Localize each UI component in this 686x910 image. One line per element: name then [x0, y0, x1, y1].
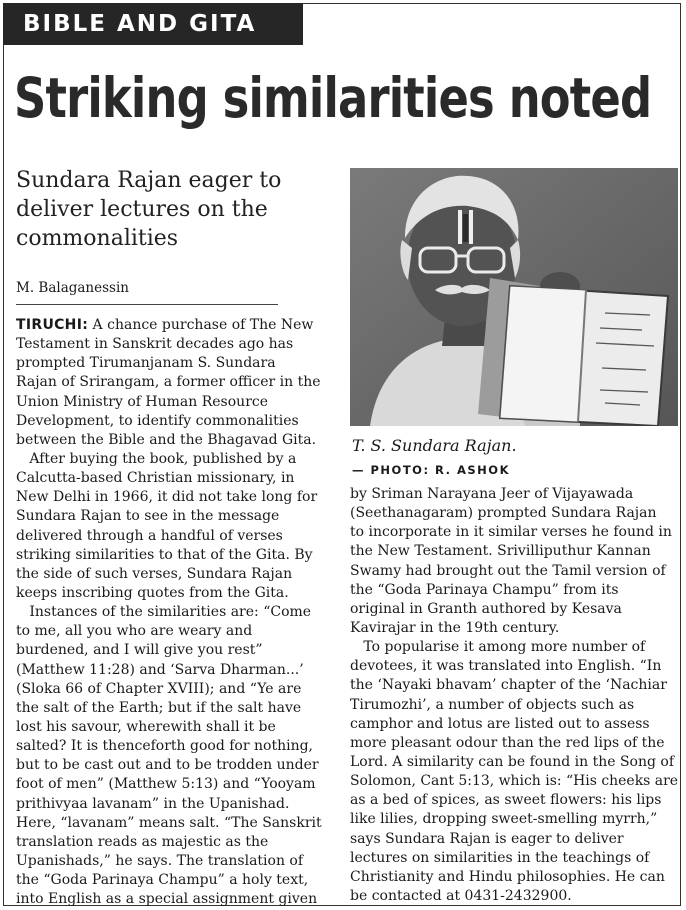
body-line: New Delhi in 1966, it did not take long for: [16, 489, 318, 506]
body-line: striking similarities to that of the Gita. By: [16, 546, 313, 563]
section-banner: BIBLE AND GITA: [3, 3, 303, 45]
body-line: After buying the book, published by a: [16, 450, 297, 467]
body-line: Swamy had brought out the Tamil version of: [350, 562, 666, 579]
body-line: lectures on similarities in the teachings of: [350, 849, 650, 866]
dateline: TIRUCHI:: [16, 317, 89, 333]
body-line: (Matthew 11:28) and ‘Sarva Dharman...’: [16, 661, 304, 678]
body-line: devotees, it was translated into English. “In: [350, 658, 662, 675]
body-line: like lilies, dropping sweet-smelling myrrh,”: [350, 811, 658, 828]
photo-illustration: [350, 168, 678, 426]
body-line: Solomon, Cant 5:13, which is: “His cheeks are: [350, 773, 678, 790]
body-line: translation reads as majestic as the: [16, 833, 269, 850]
body-line: between the Bible and the Bhagavad Gita.: [16, 431, 317, 448]
photo: [350, 168, 678, 426]
body-line: Rajan of Srirangam, a former officer in the: [16, 374, 321, 391]
body-text: A chance purchase of The New: [88, 317, 314, 333]
body-line: salted? It is thenceforth good for nothing,: [16, 738, 314, 755]
body-line: more pleasant odour than the red lips of the: [350, 734, 665, 751]
body-line: the “Goda Parinaya Champu” a holy text,: [16, 872, 309, 889]
body-line: Upanishads,” he says. The translation of: [16, 852, 304, 869]
body-line: Lord. A similarity can be found in the Song of: [350, 753, 675, 770]
body-line: (Seethanagaram) prompted Sundara Rajan: [350, 505, 657, 522]
body-line: the ‘Nayaki bhavam’ chapter of the ‘Nachiar: [350, 677, 667, 694]
body-line: prithivyaa lavanam” in the Upanishad.: [16, 795, 290, 812]
body-line: says Sundara Rajan is eager to deliver: [350, 830, 624, 847]
photo-caption-name: T. S. Sundara Rajan.: [352, 436, 517, 455]
body-line: Calcutta-based Christian missionary, in: [16, 470, 295, 487]
body-line: prompted Tirumanjanam S. Sundara: [16, 355, 276, 372]
body-line: Kavirajar in the 19th century.: [350, 619, 560, 636]
body-line: but to be cast out and to be trodden under: [16, 757, 319, 774]
body-line: [16, 316, 331, 335]
body-line: the New Testament. Srivilliputhur Kannan: [350, 543, 651, 560]
body-line: be contacted at 0431-2432900.: [350, 887, 572, 904]
body-column-1: [16, 316, 331, 909]
body-line: Christianity and Hindu philosophies. He can: [350, 868, 665, 885]
body-line: lost his savour, wherewith shall it be: [16, 718, 276, 735]
headline: Striking similarities noted: [14, 66, 652, 130]
byline-rule: [16, 304, 278, 305]
body-line: (Sloka 66 of Chapter XVIII); and “Ye are: [16, 680, 302, 697]
body-line: by Sriman Narayana Jeer of Vijayawada: [350, 486, 634, 502]
body-line: delivered through a handful of verses: [16, 527, 283, 544]
deck: [16, 166, 316, 253]
body-line: the side of such verses, Sundara Rajan: [16, 565, 293, 582]
body-line: Instances of the similarities are: “Come: [16, 604, 312, 621]
body-line: into English as a special assignment given: [16, 891, 318, 908]
body-line: To popularise it among more number of: [350, 639, 646, 656]
body-line: to incorporate in it similar verses he found in: [350, 524, 672, 541]
body-column-2: [350, 485, 678, 906]
deck-line: Sundara Rajan eager to: [16, 168, 282, 193]
body-line: Union Ministry of Human Resource: [16, 393, 269, 410]
body-line: Development, to identify commonalities: [16, 412, 299, 429]
body-line: the salt of the Earth; but if the salt have: [16, 699, 302, 716]
body-line: Here, “lavanam” means salt. “The Sanskrit: [16, 814, 322, 831]
body-line: camphor and lotus are listed out to assess: [350, 715, 650, 732]
body-line: burdened, and I will give you rest”: [16, 642, 263, 659]
body-line: as a bed of spices, as sweet flowers: his lips: [350, 792, 662, 809]
body-line: Testament in Sanskrit decades ago has: [16, 336, 294, 353]
body-line: to me, all you who are weary and: [16, 623, 253, 640]
body-line: keeps inscribing quotes from the Gita.: [16, 584, 289, 601]
photo-caption-credit: — PHOTO: R. ASHOK: [352, 463, 510, 477]
body-line: the “Goda Parinaya Champu” from its: [350, 581, 619, 598]
body-line: original in Granth authored by Kesava: [350, 600, 622, 617]
deck-line: deliver lectures on the: [16, 197, 268, 222]
byline: M. Balaganessin: [16, 280, 129, 296]
body-line: foot of men” (Matthew 5:13) and “Yooyam: [16, 776, 316, 793]
body-line: Sundara Rajan to see in the message: [16, 508, 280, 525]
body-line: Tirumozhi’, a number of objects such as: [350, 696, 635, 713]
deck-line: commonalities: [16, 226, 179, 251]
